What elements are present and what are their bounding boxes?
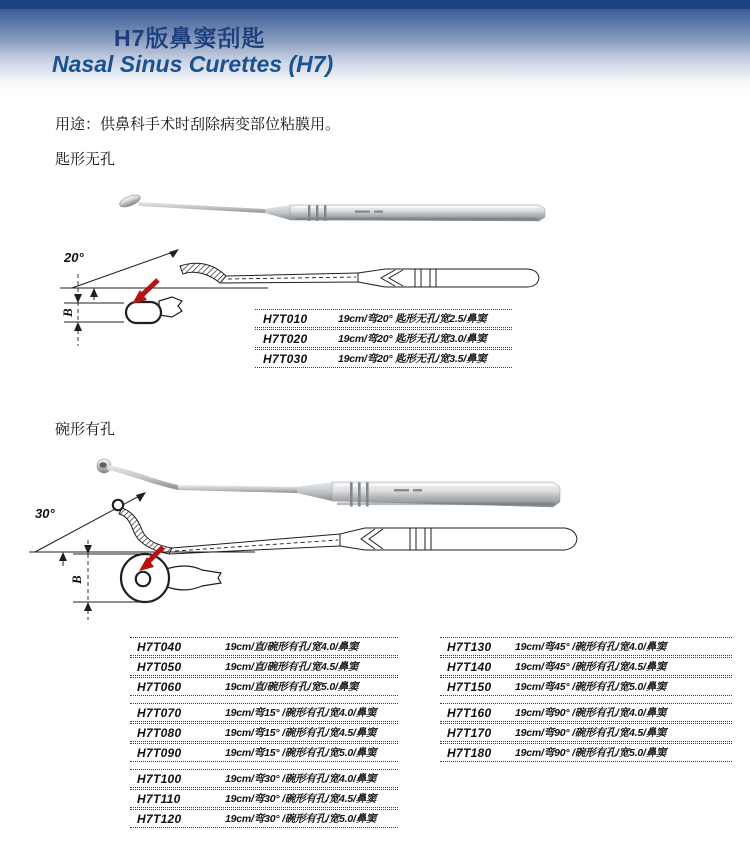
product-spec: 19cm/弯15° /碗形有孔/宽4.0/鼻窦 <box>225 707 377 719</box>
header-top-bar <box>0 0 750 9</box>
pointer-arrow-icon <box>132 280 158 304</box>
b-dimension-label: B <box>60 308 75 317</box>
product-spec: 19cm/直/碗形有孔/宽4.5/鼻窦 <box>225 661 359 673</box>
product-spec: 19cm/直/碗形有孔/宽5.0/鼻窦 <box>225 681 359 693</box>
spoon-curette-photo <box>115 190 547 236</box>
usage-note: 用途：供鼻科手术时刮除病变部位粘膜用。 <box>55 116 341 133</box>
table-row <box>255 329 512 348</box>
spec-table-bowl-straight <box>130 637 398 697</box>
product-spec: 19cm/弯90° /碗形有孔/宽5.0/鼻窦 <box>515 747 667 759</box>
product-code: H7T020 <box>263 331 308 346</box>
b-dimension-label: B <box>69 575 84 584</box>
table-row <box>440 703 732 722</box>
product-code: H7T090 <box>137 745 182 760</box>
product-code: H7T120 <box>137 811 182 826</box>
angle-label: 30° <box>35 506 55 521</box>
product-code: H7T060 <box>137 679 182 694</box>
product-code: H7T160 <box>447 705 492 720</box>
spec-table-bowl-90 <box>440 703 732 763</box>
product-code: H7T050 <box>137 659 182 674</box>
table-row <box>255 309 512 328</box>
product-code: H7T100 <box>137 771 182 786</box>
table-row <box>130 743 398 762</box>
product-spec: 19cm/弯20° 匙形无孔/宽2.5/鼻窦 <box>338 313 487 325</box>
table-row <box>440 637 732 656</box>
section-title-spoon: 匙形无孔 <box>55 151 116 168</box>
spoon-photo-art <box>118 193 545 221</box>
product-spec: 19cm/弯30° /碗形有孔/宽4.5/鼻窦 <box>225 793 377 805</box>
spec-table-bowl-30 <box>130 769 398 829</box>
spec-table-bowl-15 <box>130 703 398 763</box>
table-row <box>130 703 398 722</box>
product-spec: 19cm/弯30° /碗形有孔/宽4.0/鼻窦 <box>225 773 377 785</box>
product-spec: 19cm/直/碗形有孔/宽4.0/鼻窦 <box>225 641 359 653</box>
table-row <box>130 789 398 808</box>
angle-label: 20° <box>64 250 84 265</box>
product-code: H7T010 <box>263 311 308 326</box>
product-spec: 19cm/弯45° /碗形有孔/宽4.0/鼻窦 <box>515 641 667 653</box>
table-row <box>440 657 732 676</box>
spec-table-spoon <box>255 309 512 369</box>
product-code: H7T140 <box>447 659 492 674</box>
table-row <box>130 677 398 696</box>
table-row <box>440 723 732 742</box>
b-dimension <box>60 274 124 346</box>
product-code: H7T030 <box>263 351 308 366</box>
table-row <box>255 349 512 368</box>
product-spec: 19cm/弯15° /碗形有孔/宽5.0/鼻窦 <box>225 747 377 759</box>
spoon-tip-detail <box>52 272 247 348</box>
product-spec: 19cm/弯20° 匙形无孔/宽3.0/鼻窦 <box>338 333 487 345</box>
product-spec: 19cm/弯20° 匙形无孔/宽3.5/鼻窦 <box>338 353 487 365</box>
product-spec: 19cm/弯15° /碗形有孔/宽4.5/鼻窦 <box>225 727 377 739</box>
section-title-bowl: 碗形有孔 <box>55 421 116 438</box>
product-spec: 19cm/弯90° /碗形有孔/宽4.5/鼻窦 <box>515 727 667 739</box>
product-spec: 19cm/弯45° /碗形有孔/宽4.5/鼻窦 <box>515 661 667 673</box>
table-row <box>130 769 398 788</box>
table-row <box>440 743 732 762</box>
table-row <box>130 657 398 676</box>
product-spec: 19cm/弯90° /碗形有孔/宽4.0/鼻窦 <box>515 707 667 719</box>
page-header <box>0 0 750 92</box>
product-spec: 19cm/弯30° /碗形有孔/宽5.0/鼻窦 <box>225 813 377 825</box>
product-code: H7T070 <box>137 705 182 720</box>
product-code: H7T110 <box>137 791 181 806</box>
page-title-zh: H7版鼻窦刮匙 <box>114 25 266 51</box>
product-spec: 19cm/弯45° /碗形有孔/宽5.0/鼻窦 <box>515 681 667 693</box>
table-row <box>130 809 398 828</box>
table-row <box>130 723 398 742</box>
product-code: H7T180 <box>447 745 492 760</box>
table-row <box>440 677 732 696</box>
bowl-tip-detail <box>55 538 250 622</box>
spec-table-bowl-45 <box>440 637 732 697</box>
page-title-en: Nasal Sinus Curettes (H7) <box>52 51 334 77</box>
product-code: H7T170 <box>447 725 492 740</box>
product-code: H7T080 <box>137 725 182 740</box>
product-code: H7T150 <box>447 679 492 694</box>
product-code: H7T040 <box>137 639 182 654</box>
product-code: H7T130 <box>447 639 492 654</box>
bowl-tip-outline <box>121 554 221 602</box>
table-row <box>130 637 398 656</box>
